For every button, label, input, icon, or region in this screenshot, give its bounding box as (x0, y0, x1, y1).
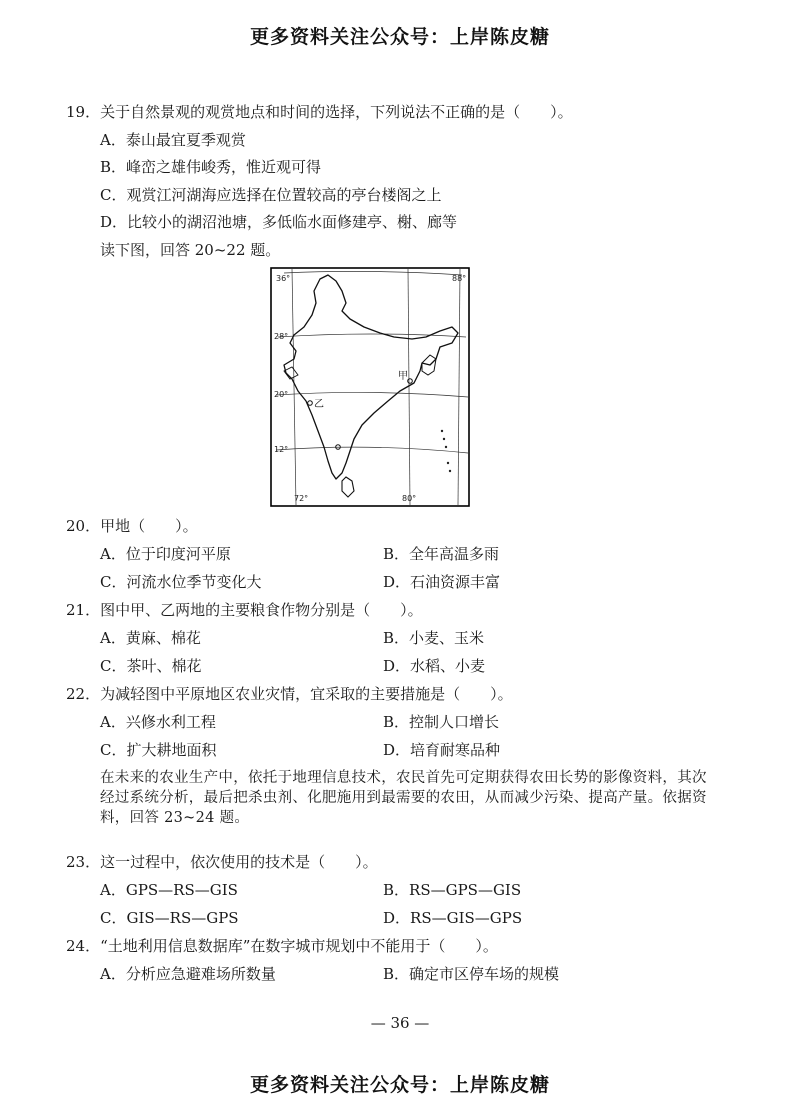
q23-option-d: D．RS—GIS—GPS (383, 909, 523, 927)
q20-option-a: A．位于印度河平原 (100, 545, 231, 563)
q24-option-a: A．分析应急避难场所数量 (100, 965, 276, 983)
q23-option-c: C．GIS—RS—GPS (100, 909, 239, 927)
q21-option-c: C．茶叶、棉花 (100, 657, 202, 675)
place-label-yi: 乙 (314, 399, 324, 410)
india-map (270, 267, 470, 507)
place-label-jia: 甲 (398, 371, 408, 382)
q20-option-c: C．河流水位季节变化大 (100, 573, 262, 591)
lat-label-36: 36° (276, 274, 291, 283)
q20-option-b: B．全年高温多雨 (383, 545, 500, 563)
intro-20-22: 读下图，回答 20~22 题。 (100, 241, 281, 259)
page-header: 更多资料关注公众号：上岸陈皮糖 (249, 26, 550, 48)
question-21-stem: 21．图中甲、乙两地的主要粮食作物分别是（ ）。 (66, 601, 423, 619)
q19-option-a: A．泰山最宜夏季观赏 (100, 131, 246, 149)
question-24-stem: 24．“土地利用信息数据库”在数字城市规划中不能用于（ ）。 (66, 937, 498, 955)
q19-option-d: D．比较小的湖沼池塘，多低临水面修建亭、榭、廊等 (100, 213, 458, 231)
passage-23-24: 在未来的农业生产中，依托于地理信息技术，农民首先可定期获得农田长势的影像资料，其次经过系统分析，最后把杀虫剂、化肥施用到最需要的农田，从而减少污染、提高产量。依据资料，回答 23~24 题。 (100, 770, 707, 826)
q20-option-d: D．石油资源丰富 (383, 573, 501, 591)
lat-label-28: 28° (274, 332, 289, 341)
q21-option-d: D．水稻、小麦 (383, 657, 486, 675)
lon-label-88: 88° (452, 274, 467, 283)
q24-option-b: B．确定市区停车场的规模 (383, 965, 560, 983)
map-frame (271, 268, 469, 506)
q23-option-b: B．RS—GPS—GIS (383, 881, 522, 899)
page-footer: 更多资料关注公众号：上岸陈皮糖 (249, 1074, 550, 1096)
q19-option-c: C．观赏江河湖海应选择在位置较高的亭台楼阁之上 (100, 186, 442, 204)
q21-option-b: B．小麦、玉米 (383, 629, 485, 647)
question-22-stem: 22．为减轻图中平原地区农业灾情，宜采取的主要措施是（ ）。 (66, 685, 513, 703)
lon-label-80: 80° (402, 494, 417, 503)
q21-option-a: A．黄麻、棉花 (100, 629, 201, 647)
question-19-stem: 19．关于自然景观的观赏地点和时间的选择，下列说法不正确的是（ ）。 (66, 103, 573, 121)
lon-label-72: 72° (294, 494, 309, 503)
q22-option-c: C．扩大耕地面积 (100, 741, 217, 759)
question-20-stem: 20．甲地（ ）。 (66, 517, 198, 535)
q22-option-a: A．兴修水利工程 (100, 713, 216, 731)
lat-label-12: 12° (274, 445, 289, 454)
q19-option-b: B．峰峦之雄伟峻秀，惟近观可得 (100, 158, 322, 176)
page-number: — 36 — (370, 1014, 430, 1032)
q23-option-a: A．GPS—RS—GIS (100, 881, 238, 899)
q22-option-b: B．控制人口增长 (383, 713, 500, 731)
question-23-stem: 23．这一过程中，依次使用的技术是（ ）。 (66, 853, 378, 871)
lat-label-20: 20° (274, 390, 289, 399)
q22-option-d: D．培育耐寒品种 (383, 741, 501, 759)
